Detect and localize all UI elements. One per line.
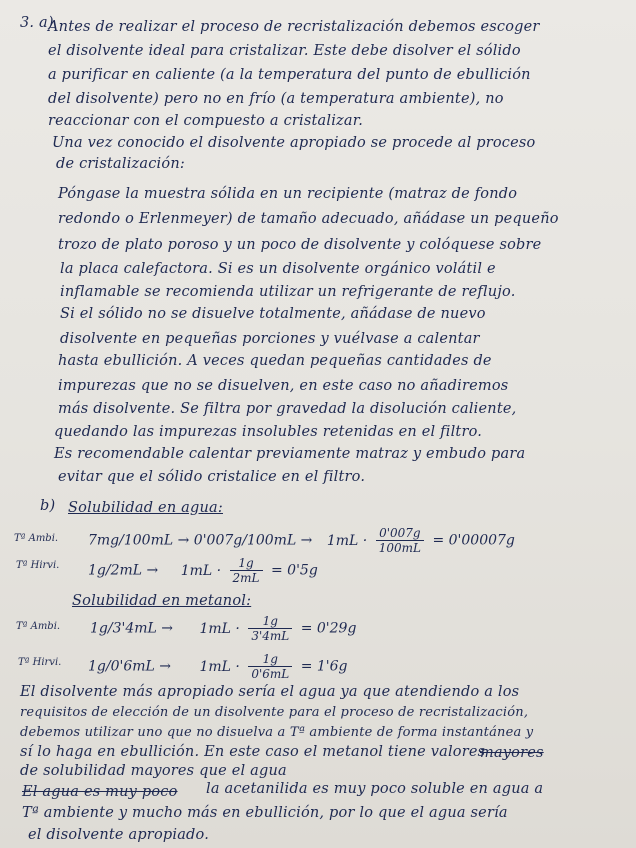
conclusion-line: sí lo haga en ebullición. En este caso el metanol tiene valores [20,744,486,760]
section-a-line: el disolvente ideal para cristalizar. Este debe disolver el sólido [48,43,521,59]
section-a-line: del disolvente) pero no en frío (a temperatura ambiente), no [48,91,504,107]
section-a-line: redondo o Erlenmeyer) de tamaño adecuado, añádase un pequeño [58,211,559,227]
section-a-line: a purificar en caliente (a la temperatura del punto de ebullición [48,67,531,83]
section-a-line: hasta ebullición. A veces quedan pequeñas cantidades de [58,353,492,369]
section-a-line: de cristalización: [56,156,185,172]
fraction: $\frac{0'007g}{100mL}$ [376,526,424,555]
section-a-line: Póngase la muestra sólida en un recipiente (matraz de fondo [58,186,518,202]
water-solubility-heading: Solubilidad en agua: [68,500,223,516]
conclusion-line: requisitos de elección de un disolvente para el proceso de recristalización, [20,705,529,720]
section-a-line: Es recomendable calentar previamente matraz y embudo para [54,446,526,462]
conclusion-line: de solubilidad mayores que el agua [20,763,287,779]
section-a-line: impurezas que no se disuelven, en este caso no añadiremos [58,378,509,394]
section-a-line: Si el sólido no se disuelve totalmente, añádase de nuevo [60,306,486,322]
section-a-line: reaccionar con el compuesto a cristalizar. [48,113,364,129]
fraction: $\frac{1g}{3'4mL}$ [248,614,292,643]
fraction: $\frac{1g}{2mL}$ [230,556,263,585]
row-label: Tª Hirvi. [18,657,62,668]
calc-expression: 1g/0'6mL → 1mL · $\frac{1g}{0'6mL}$ = 1'6g [88,652,348,681]
final-line-3: el disolvente apropiado. [28,827,210,843]
section-a-label: 3. a) [20,15,54,31]
row-label: Tª Hirvi. [16,560,60,571]
final-line-1: la acetanilida es muy poco soluble en agua a [206,781,544,797]
calc-expression: 7mg/100mL → 0'007g/100mL → 1mL · $\frac{0'007g}{100mL}$ = 0'00007g [88,526,515,555]
conclusion-line: El disolvente más apropiado sería el agua ya que atendiendo a los [20,684,520,700]
methanol-solubility-heading: Solubilidad en metanol: [72,593,252,609]
calc-expression: 1g/3'4mL → 1mL · $\frac{1g}{3'4mL}$ = 0'29g [90,614,357,643]
row-label: Tª Ambi. [16,621,61,632]
section-a-line: la placa calefactora. Si es un disolvente orgánico volátil e [60,261,496,277]
struck-text: El agua es muy poco [22,784,178,800]
fraction: $\frac{1g}{0'6mL}$ [248,652,292,681]
row-label: Tª Ambi. [14,533,59,544]
section-b-label: b) [40,498,56,514]
section-a-line: evitar que el sólido cristalice en el filtro. [58,469,366,485]
section-a-line: quedando las impurezas insolubles retenidas en el filtro. [54,424,483,440]
calc-expression: 1g/2mL → 1mL · $\frac{1g}{2mL}$ = 0'5g [88,556,318,585]
section-a-line: disolvente en pequeñas porciones y vuélvase a calentar [60,331,480,347]
section-a-line: Una vez conocido el disolvente apropiado se procede al proceso [52,135,536,151]
section-a-line: inflamable se recomienda utilizar un refrigerante de reflujo. [60,284,516,300]
section-a-line: trozo de plato poroso y un poco de disolvente y colóquese sobre [58,237,542,253]
final-line-2: Tª ambiente y mucho más en ebullición, por lo que el agua sería [22,805,508,821]
crossed-out-word: mayores [480,745,544,761]
section-a-line: Antes de realizar el proceso de recristalización debemos escoger [48,19,540,35]
section-a-line: más disolvente. Se filtra por gravedad la disolución caliente, [58,401,517,417]
conclusion-line: debemos utilizar uno que no disuelva a Tª ambiente de forma instantánea y [20,725,534,740]
